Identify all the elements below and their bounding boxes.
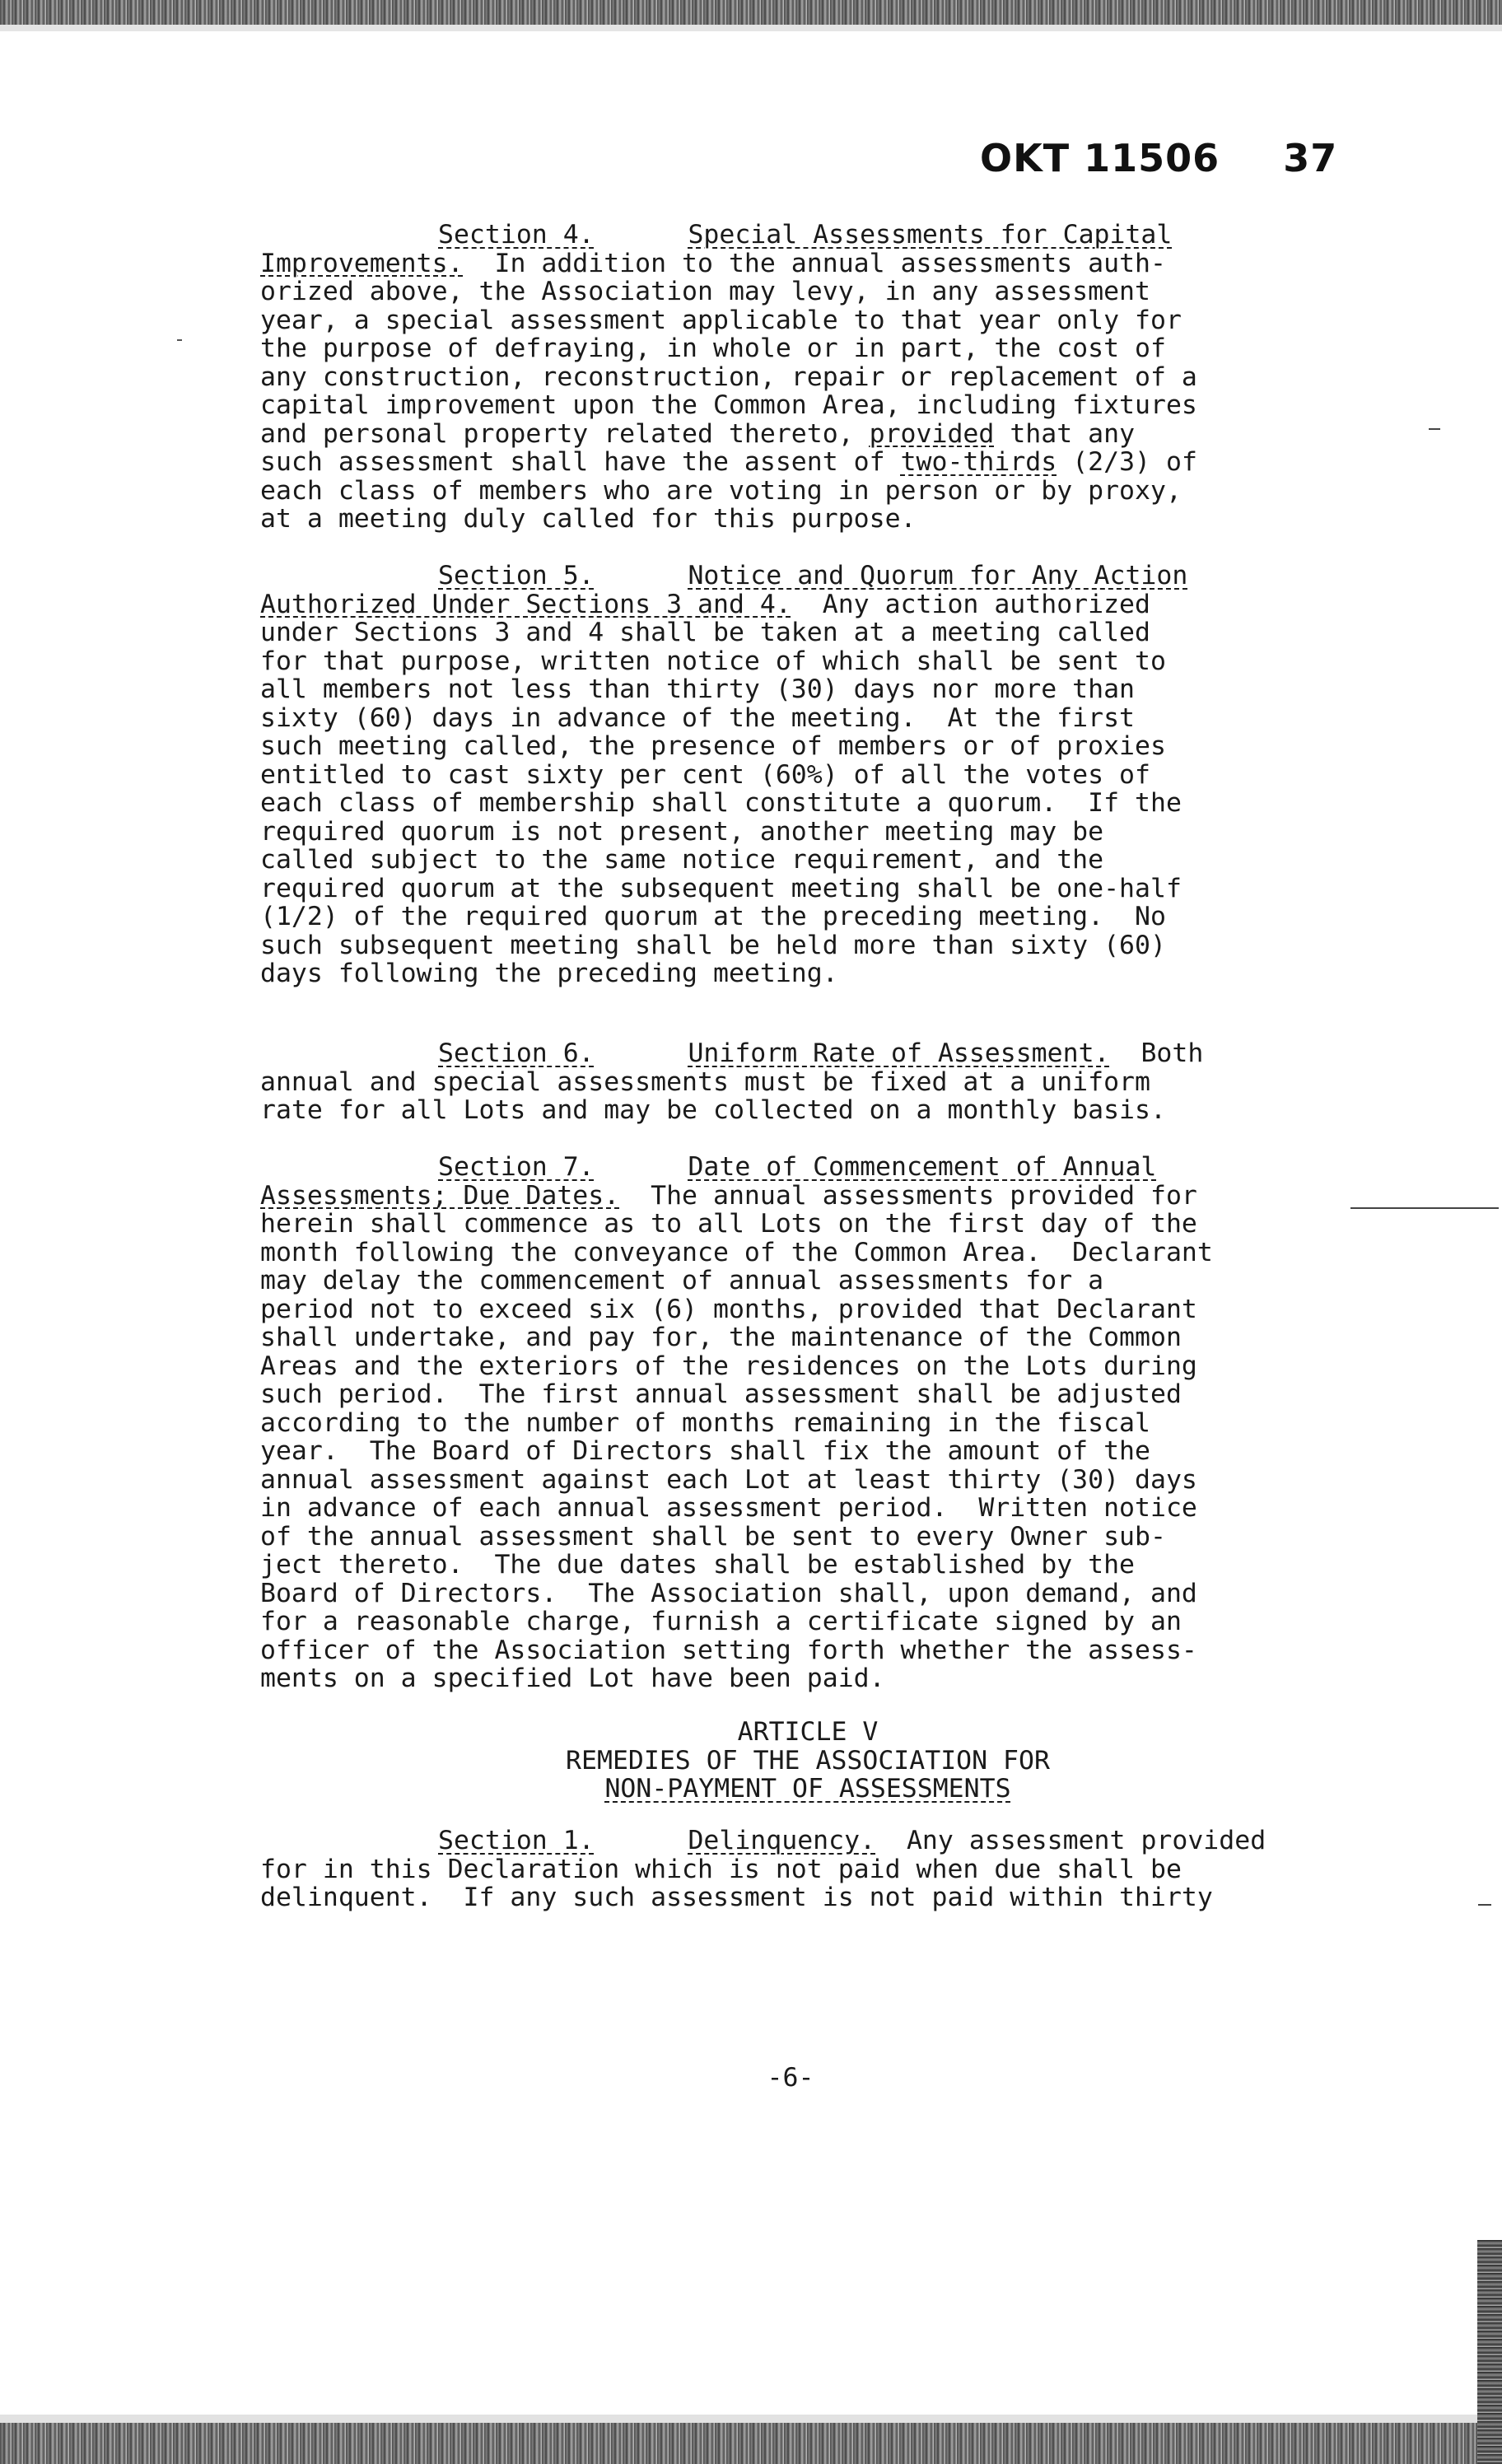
section-7-label: Section 7. [438,1152,595,1182]
section-5-line: entitled to cast sixty per cent (60%) of all the votes of [260,759,1150,790]
section-7-line: of the annual assessment shall be sent to every Owner sub- [260,1521,1166,1552]
article-5-section-1-line: for in this Declaration which is not paid when due shall be [260,1854,1182,1884]
section-5-line: such subsequent meeting shall be held more than sixty (60) [260,930,1166,960]
section-7-line: may delay the commencement of annual assessments for a [260,1266,1104,1295]
section-6-title: Uniform Rate of Assessment. [688,1038,1110,1068]
section-7-title-line1: Date of Commencement of Annual [688,1152,1157,1182]
section-5 [260,562,1355,988]
margin-rule [1350,1207,1499,1209]
section-5-label: Section 5. [438,561,595,590]
section-4-line: such assessment shall have the assent of [260,447,885,477]
section-5-line: sixty (60) days in advance of the meeting. At the first [260,702,1136,733]
section-4-line: at a meeting duly called for this purpose. [260,504,917,534]
section-7-line: annual assessment against each Lot at least thirty (30) days [260,1464,1197,1495]
section-4-line: In addition to the annual assessments auth- [494,248,1166,278]
section-6-label: Section 6. [438,1038,595,1068]
book-reference: OKT 11506 [980,136,1220,180]
margin-speck [1478,1904,1491,1906]
section-5-line: (1/2) of the required quorum at the preceding meeting. No [260,902,1166,931]
section-7-line: in advance of each annual assessment period. Written notice [260,1493,1197,1523]
section-4-line: orized above, the Association may levy, in any assessment [260,277,1150,306]
section-5-line: Any action authorized [822,589,1150,619]
section-4-two-thirds: two-thirds [900,447,1057,477]
section-5-title-line2: Authorized Under Sections 3 and 4. [260,589,791,619]
scan-edge-bottom-shade [0,2415,1502,2423]
section-7-line: ject thereto. The due dates shall be established by the [260,1550,1136,1580]
section-6-line: rate for all Lots and may be collected on a monthly basis. [260,1095,1166,1125]
section-5-line: called subject to the same notice requirement, and the [260,845,1104,875]
section-4-label: Section 4. [438,220,595,250]
section-4-proviso: provided [869,418,995,449]
section-5-line: each class of membership shall constitute a quorum. If the [260,788,1182,818]
section-7-line: officer of the Association setting forth whether the assess- [260,1635,1197,1665]
section-4-title-line2: Improvements. [260,248,464,278]
section-4-line: that any [1010,418,1136,449]
section-5-line: required quorum is not present, another meeting may be [260,816,1104,847]
section-7-line: year. The Board of Directors shall fix the amount of the [260,1436,1150,1466]
page-number: -6- [767,2063,814,2093]
section-5-line: days following the preceding meeting. [260,959,838,988]
section-7-title-line2: Assessments; Due Dates. [260,1180,620,1211]
section-4-line: any construction, reconstruction, repair or replacement of a [260,362,1197,392]
article-title-line2: NON-PAYMENT OF ASSESSMENTS [604,1774,1011,1804]
margin-speck [1429,428,1440,430]
section-7-line: ments on a specified Lot have been paid. [260,1664,885,1693]
article-title-line1: REMEDIES OF THE ASSOCIATION FOR [566,1745,1050,1776]
section-7 [260,1153,1355,1693]
section-4-line: the purpose of defraying, in whole or in part, the cost of [260,334,1166,363]
section-4-title-line1: Special Assessments for Capital [688,220,1173,250]
article-heading [260,1718,1355,1804]
article-5-section-1-label: Section 1. [438,1826,595,1855]
section-7-line: shall undertake, and pay for, the maintenance of the Common [260,1323,1182,1352]
article-5-section-1-line: Any assessment provided [906,1826,1266,1855]
section-7-line: according to the number of months remaining in the fiscal [260,1407,1150,1438]
article-5-section-1-title: Delinquency. [688,1826,876,1855]
recording-stamp [980,136,1337,180]
scan-edge-top-shade [0,25,1502,31]
section-7-line: such period. The first annual assessment shall be adjusted [260,1379,1182,1409]
section-4 [260,221,1355,534]
margin-speck [177,339,182,341]
section-5-line: under Sections 3 and 4 shall be taken at a meeting called [260,618,1150,647]
article-number: ARTICLE V [737,1717,879,1747]
section-4-line: capital improvement upon the Common Area, including fixtures [260,390,1197,420]
section-7-line: Areas and the exteriors of the residences on the Lots during [260,1351,1197,1381]
section-4-line: year, a special assessment applicable to that year only for [260,305,1182,335]
section-7-line: period not to exceed six (6) months, provided that Declarant [260,1294,1197,1324]
section-6-line: Both [1140,1038,1204,1068]
section-5-line: such meeting called, the presence of members or of proxies [260,731,1166,761]
scan-edge-top [0,0,1502,25]
section-5-title-line1: Notice and Quorum for Any Action [688,561,1188,590]
section-6 [260,1039,1355,1125]
section-7-line: month following the conveyance of the Common Area. Declarant [260,1237,1213,1267]
scan-edge-right [1477,2240,1502,2464]
article-5-section-1-line: delinquent. If any such assessment is not paid within thirty [260,1883,1213,1912]
section-5-line: all members not less than thirty (30) days nor more than [260,674,1136,704]
section-4-line: (2/3) of [1072,447,1197,477]
page-reference: 37 [1283,136,1338,180]
section-6-line: annual and special assessments must be fixed at a uniform [260,1066,1150,1097]
section-7-line: herein shall commence as to all Lots on the first day of the [260,1209,1197,1239]
article-5-section-1 [260,1827,1355,1912]
section-5-line: for that purpose, written notice of which shall be sent to [260,646,1166,676]
section-7-line: Board of Directors. The Association shall, upon demand, and [260,1578,1197,1608]
section-5-line: required quorum at the subsequent meeting shall be one-half [260,873,1182,903]
scan-edge-bottom [0,2423,1502,2464]
section-4-line: and personal property related thereto, [260,418,854,449]
section-7-line: for a reasonable charge, furnish a certificate signed by an [260,1607,1182,1636]
section-7-line: The annual assessments provided for [651,1180,1197,1211]
section-4-line: each class of members who are voting in person or by proxy, [260,475,1182,506]
